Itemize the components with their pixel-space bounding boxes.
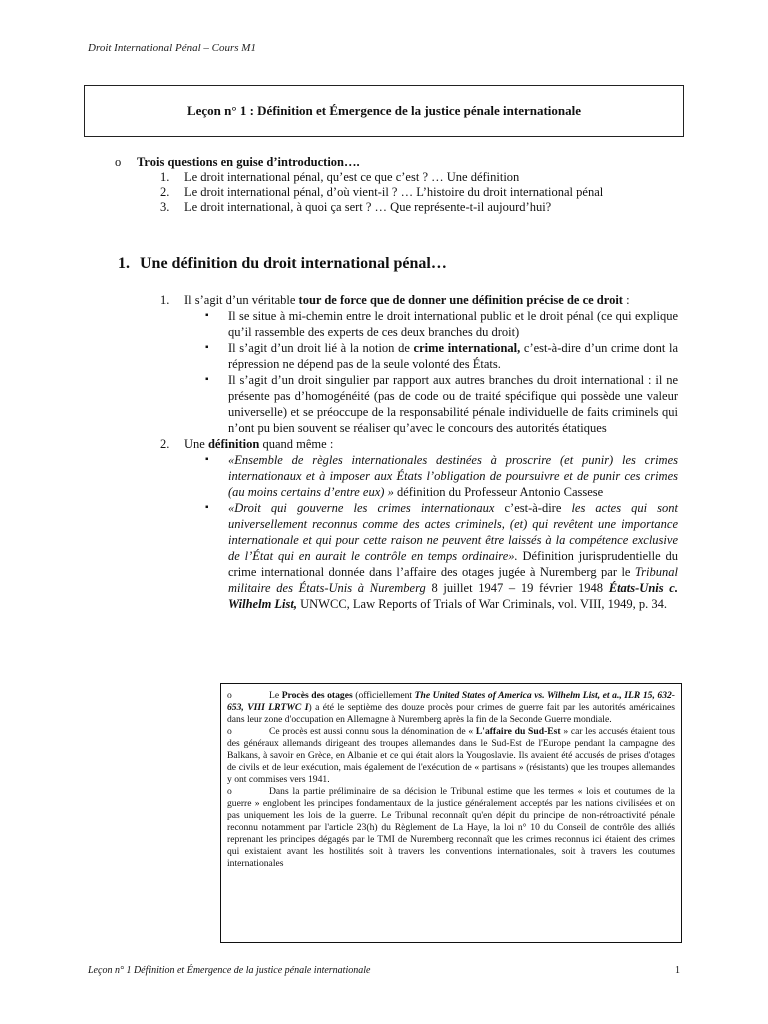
item-text: Une bbox=[184, 437, 208, 451]
case-name: États-Unis c. Wilhelm List, bbox=[228, 581, 678, 611]
sub-text: Il se situe à mi-chemin entre le droit international public et le droit pénal (ce qui explique qu’il rassemble des experts de ces deux branches du droit) bbox=[228, 309, 678, 339]
box-paragraph bbox=[227, 690, 675, 726]
square-bullet-icon: ▪ bbox=[205, 502, 209, 513]
item-text: quand même : bbox=[259, 437, 334, 451]
citation: UNWCC, Law Reports of Trials of War Criminals, vol. VIII, 1949, p. 34. bbox=[297, 597, 668, 611]
square-bullet-icon: ▪ bbox=[205, 310, 209, 321]
box-text: ) a été le septième des douze procès pour crimes de guerre fait par les autorités américaines dans leur zone d'occupation en Allemagne à Nuremberg après la fin de la Seconde Guerre mondiale. bbox=[227, 702, 675, 725]
square-bullet-icon: ▪ bbox=[205, 342, 209, 353]
sub-bullet bbox=[205, 340, 678, 372]
square-bullet-icon: ▪ bbox=[205, 454, 209, 465]
box-case-title: The United States of America vs. Wilhelm List, et a., ILR 15, 632-653, VIII LRTWC I bbox=[227, 690, 675, 713]
intro-questions bbox=[115, 170, 675, 215]
page-footer bbox=[88, 965, 680, 976]
box-bullet: o bbox=[227, 786, 232, 797]
text-part: Définition jurisprudentielle du crime international donnée dans l’affaire des otages jugée à Nuremberg par le bbox=[228, 549, 678, 579]
section-title: Une définition du droit international pénal… bbox=[140, 255, 447, 272]
tribunal-name: Tribunal militaire des États-Unis à Nuremberg bbox=[228, 565, 678, 595]
box-text: Dans la partie préliminaire de sa décision le Tribunal estime que les termes « lois et coutumes de la guerre » englobent les principes fondamentaux de la justice généralement acceptés par les nations civilisées et on pas uniquement les lois de la guerre. Le Tribunal reconnaît qu'en dépit du principe de non-rétroactivité pénale reconnu notamment par l'article 23(h) du Règlement de La Haye, la loi n° 10 du Conseil de contrôle des alliés reprenant les principes dégagés par le TMI de Nuremberg reconnaît que les crimes reconnus ici étaient des crimes qui existaient avant les hostilités soit à travers les conventions internationales, soit à travers les coutumes internationales bbox=[227, 786, 675, 869]
quote-part: «Droit qui gouverne les crimes internationaux bbox=[228, 501, 495, 515]
section-heading bbox=[118, 255, 447, 273]
definition-jurisprudence bbox=[205, 500, 678, 612]
box-bold: L'affaire du Sud-Est bbox=[475, 726, 561, 737]
running-header: Droit International Pénal – Cours M1 bbox=[88, 42, 256, 54]
sub-bullet bbox=[205, 308, 678, 340]
box-bullet: o bbox=[227, 690, 232, 701]
item-number: 3. bbox=[160, 200, 170, 214]
item-number: 1. bbox=[160, 170, 170, 184]
definition-cassese bbox=[205, 452, 678, 500]
sub-bullet bbox=[205, 372, 678, 436]
intro-heading: Trois questions en guise d’introduction…. bbox=[137, 155, 360, 169]
footer-text: Leçon n° 1 Définition et Émergence de la justice pénale internationale bbox=[88, 965, 371, 976]
box-bold: Procès des otages bbox=[281, 690, 353, 701]
sub-bold: crime international, bbox=[413, 341, 521, 355]
item-text: Il s’agit d’un véritable bbox=[184, 293, 299, 307]
sub-text: Il s’agit d’un droit lié à la notion de bbox=[228, 341, 414, 355]
item-text: : bbox=[622, 293, 630, 307]
intro-block bbox=[115, 155, 675, 215]
item-number: 2. bbox=[160, 185, 170, 199]
box-text: (officiellement bbox=[352, 690, 415, 701]
numbered-item-2 bbox=[160, 436, 678, 452]
list-item bbox=[115, 200, 675, 215]
lesson-title: Leçon n° 1 : Définition et Émergence de la justice pénale internationale bbox=[186, 103, 582, 118]
text-part: 8 juillet 1947 – 19 février 1948 bbox=[425, 581, 609, 595]
item-number: 2. bbox=[160, 437, 170, 451]
hostages-trial-box bbox=[220, 683, 682, 943]
quote-part: les actes qui sont universellement reconnus comme des actes criminels, (et) qui revêtent une importance internationale et qui pour cette raison ne peuvent être laissés à la compétence exclusive de l’État qui en aurait le contrôle en temps ordinaire». bbox=[228, 501, 678, 563]
item-number: 1. bbox=[160, 293, 170, 307]
lesson-title-box bbox=[84, 85, 684, 137]
box-text: Ce procès est aussi connu sous la dénomination de « bbox=[269, 726, 476, 737]
section-number: 1. bbox=[118, 255, 130, 272]
text-part: c’est-à-dire bbox=[494, 501, 572, 515]
definition-source: définition du Professeur Antonio Cassese bbox=[393, 485, 604, 499]
item-text: Le droit international pénal, d’où vient-il ? … L’histoire du droit international pénal bbox=[184, 185, 604, 199]
box-text: Le bbox=[269, 690, 282, 701]
list-item bbox=[115, 170, 675, 185]
box-bullet: o bbox=[227, 726, 232, 737]
square-bullet-icon: ▪ bbox=[205, 374, 209, 385]
numbered-item-1 bbox=[160, 292, 678, 308]
item-text: Le droit international pénal, qu’est ce que c’est ? … Une définition bbox=[184, 170, 520, 184]
intro-bullet: o bbox=[115, 155, 122, 169]
sub-text: Il s’agit d’un droit singulier par rapport aux autres branches du droit international : il ne présente pas d’homogénéité (pas de code ou de traité spécifique qui possède une valeur universelle) et se préoccupe de la responsabilité pénale individuelle de faits criminels qui n’ont pu bien souvent se réaliser qu’avec le concours des autorités étatiques bbox=[228, 373, 678, 435]
sub-text: c’est-à-dire d’un crime dont la répression ne dépend pas de la seule volonté des États. bbox=[228, 341, 679, 371]
definition-quote: «Ensemble de règles internationales destinées à proscrire (et punir) les crimes internationaux et à imposer aux États l’obligation de poursuivre et de punir ces crimes (au moins certains d’entre eux) » bbox=[228, 453, 678, 499]
page-number: 1 bbox=[675, 965, 680, 976]
item-text: Le droit international, à quoi ça sert ? … Que représente-t-il aujourd’hui? bbox=[184, 200, 552, 214]
box-text: » car les accusés étaient tous des généraux allemands dirigeant des troupes allemandes dans le Sud-Est de l'Europe pendant la campagne des Balkans, à savoir en Grèce, en Albanie et ce qui était alors la Yougoslavie. Ils avaient été accusés de prises d'otages de civils et de leur exécution, mais également de l'exécution de « partisans » (résistants) que les troupes allemandes y ont commises vers 1941. bbox=[227, 726, 675, 785]
item-bold: définition bbox=[207, 437, 260, 451]
box-paragraph bbox=[227, 726, 675, 786]
section-body bbox=[160, 292, 678, 612]
item-bold: tour de force que de donner une définition précise de ce droit bbox=[298, 293, 623, 307]
list-item bbox=[115, 185, 675, 200]
box-paragraph bbox=[227, 786, 675, 870]
